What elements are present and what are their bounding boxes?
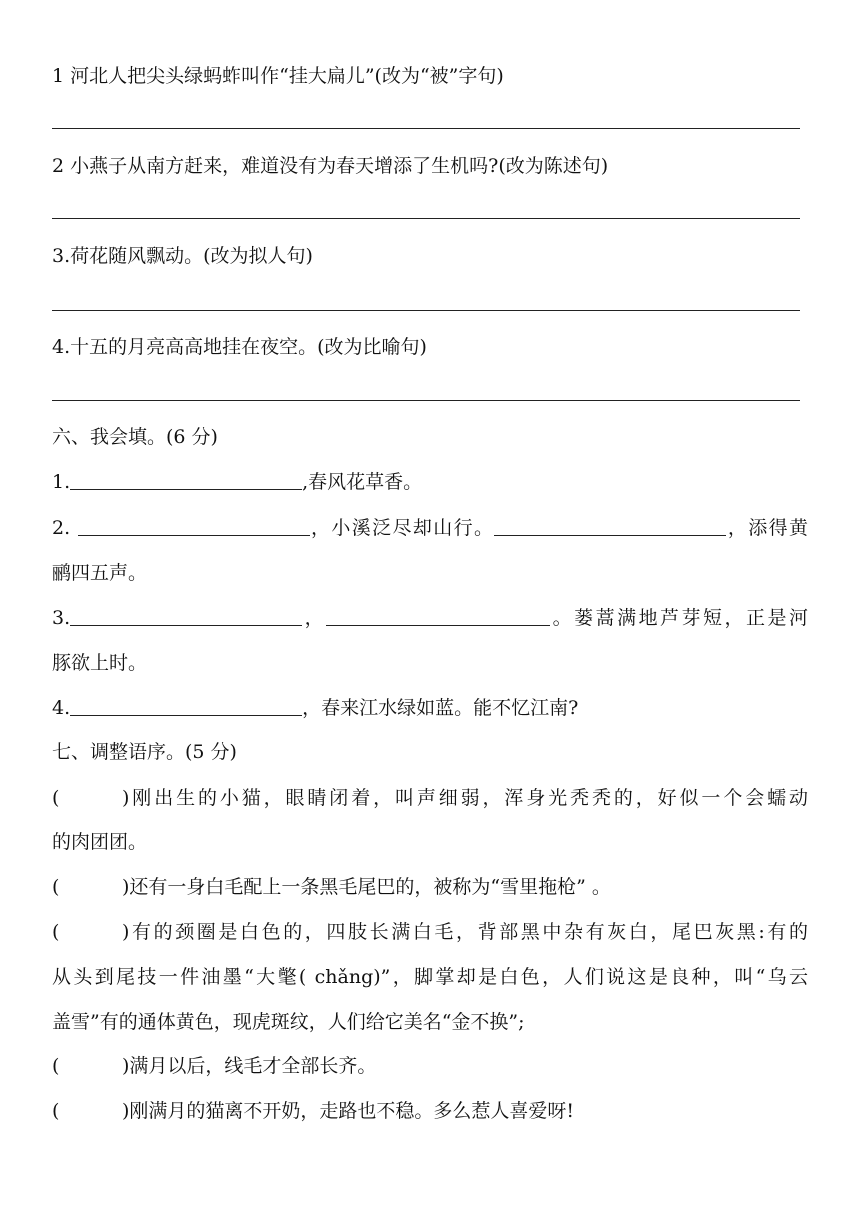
question-4: 4.十五的月亮高高地挂在夜空。(改为比喻句) — [52, 336, 427, 358]
order-blank[interactable]: ( — [52, 876, 60, 898]
fill-blank[interactable] — [78, 517, 310, 536]
section-7-title: 七、调整语序。(5 分) — [52, 741, 237, 763]
section-6-title: 六、我会填。(6 分) — [52, 426, 218, 448]
item-number: 4. — [52, 697, 71, 719]
order-sentence-2 — [52, 874, 611, 900]
answer-line-4[interactable] — [52, 400, 800, 401]
sentence-text: )满月以后，线毛才全部长齐。 — [122, 1055, 377, 1077]
question-3: 3.荷花随风飘动。(改为拟人句) — [52, 245, 313, 267]
order-blank[interactable]: ( — [52, 787, 60, 809]
order-sentence-3 — [52, 919, 808, 945]
item-text: ，小溪泛尽却山行。 — [309, 517, 495, 539]
item-text: ，春来江水绿如蓝。能不忆江南? — [302, 697, 579, 719]
sentence-text: )还有一身白毛配上一条黑毛尾巴的，被称为“雪里拖枪” 。 — [122, 876, 611, 898]
item-text: 。蒌蒿满地芦芽短，正是河 — [550, 607, 808, 629]
order-blank[interactable]: ( — [52, 921, 60, 943]
sentence-text: )刚出生的小猫，眼睛闭着，叫声细弱，浑身光秃秃的，好似一个会蠕动 — [122, 787, 808, 809]
sentence-text: )刚满月的猫离不开奶，走路也不稳。多么惹人喜爱呀! — [122, 1100, 575, 1122]
fill-item-2-cont: 鹂四五声。 — [52, 562, 148, 584]
question-1: 1 河北人把尖头绿蚂蚱叫作“挂大扁儿”(改为“被”字句) — [52, 65, 504, 87]
fill-blank[interactable] — [326, 607, 550, 626]
sentence-text: )有的颈圈是白色的，四肢长满白毛，背部黑中杂有灰白，尾巴灰黑:有的 — [122, 921, 808, 943]
item-number: 2. — [52, 517, 78, 539]
fill-blank[interactable] — [70, 471, 302, 490]
answer-line-1[interactable] — [52, 128, 800, 129]
order-sentence-1 — [52, 785, 808, 811]
question-2: 2 小燕子从南方赶来，难道没有为春天增添了生机吗?(改为陈述句) — [52, 155, 609, 177]
fill-blank[interactable] — [70, 697, 302, 716]
order-sentence-1-cont: 的肉团团。 — [52, 831, 148, 853]
item-text: ，添得黄 — [726, 517, 808, 539]
order-sentence-5 — [52, 1098, 574, 1124]
order-blank[interactable]: ( — [52, 1055, 60, 1077]
order-sentence-3-cont-b: 盖雪”有的通体黄色，现虎斑纹，人们给它美名“金不换”; — [52, 1011, 525, 1033]
fill-blank[interactable] — [70, 607, 302, 626]
fill-item-1 — [52, 469, 422, 495]
order-sentence-3-cont-a: 从头到尾技一件油墨“大氅( chǎng)”，脚掌却是白色，人们说这是良种，叫“乌云 — [52, 966, 808, 988]
item-text: ,春风花草香。 — [302, 471, 423, 493]
item-number: 1. — [52, 471, 71, 493]
fill-item-2 — [52, 515, 808, 541]
item-text: ， — [302, 607, 327, 629]
fill-item-4 — [52, 695, 578, 721]
fill-item-3 — [52, 605, 808, 631]
order-blank[interactable]: ( — [52, 1100, 60, 1122]
fill-blank[interactable] — [494, 517, 726, 536]
item-number: 3. — [52, 607, 71, 629]
answer-line-3[interactable] — [52, 310, 800, 311]
answer-line-2[interactable] — [52, 218, 800, 219]
fill-item-3-cont: 豚欲上时。 — [52, 652, 148, 674]
order-sentence-4 — [52, 1053, 376, 1079]
